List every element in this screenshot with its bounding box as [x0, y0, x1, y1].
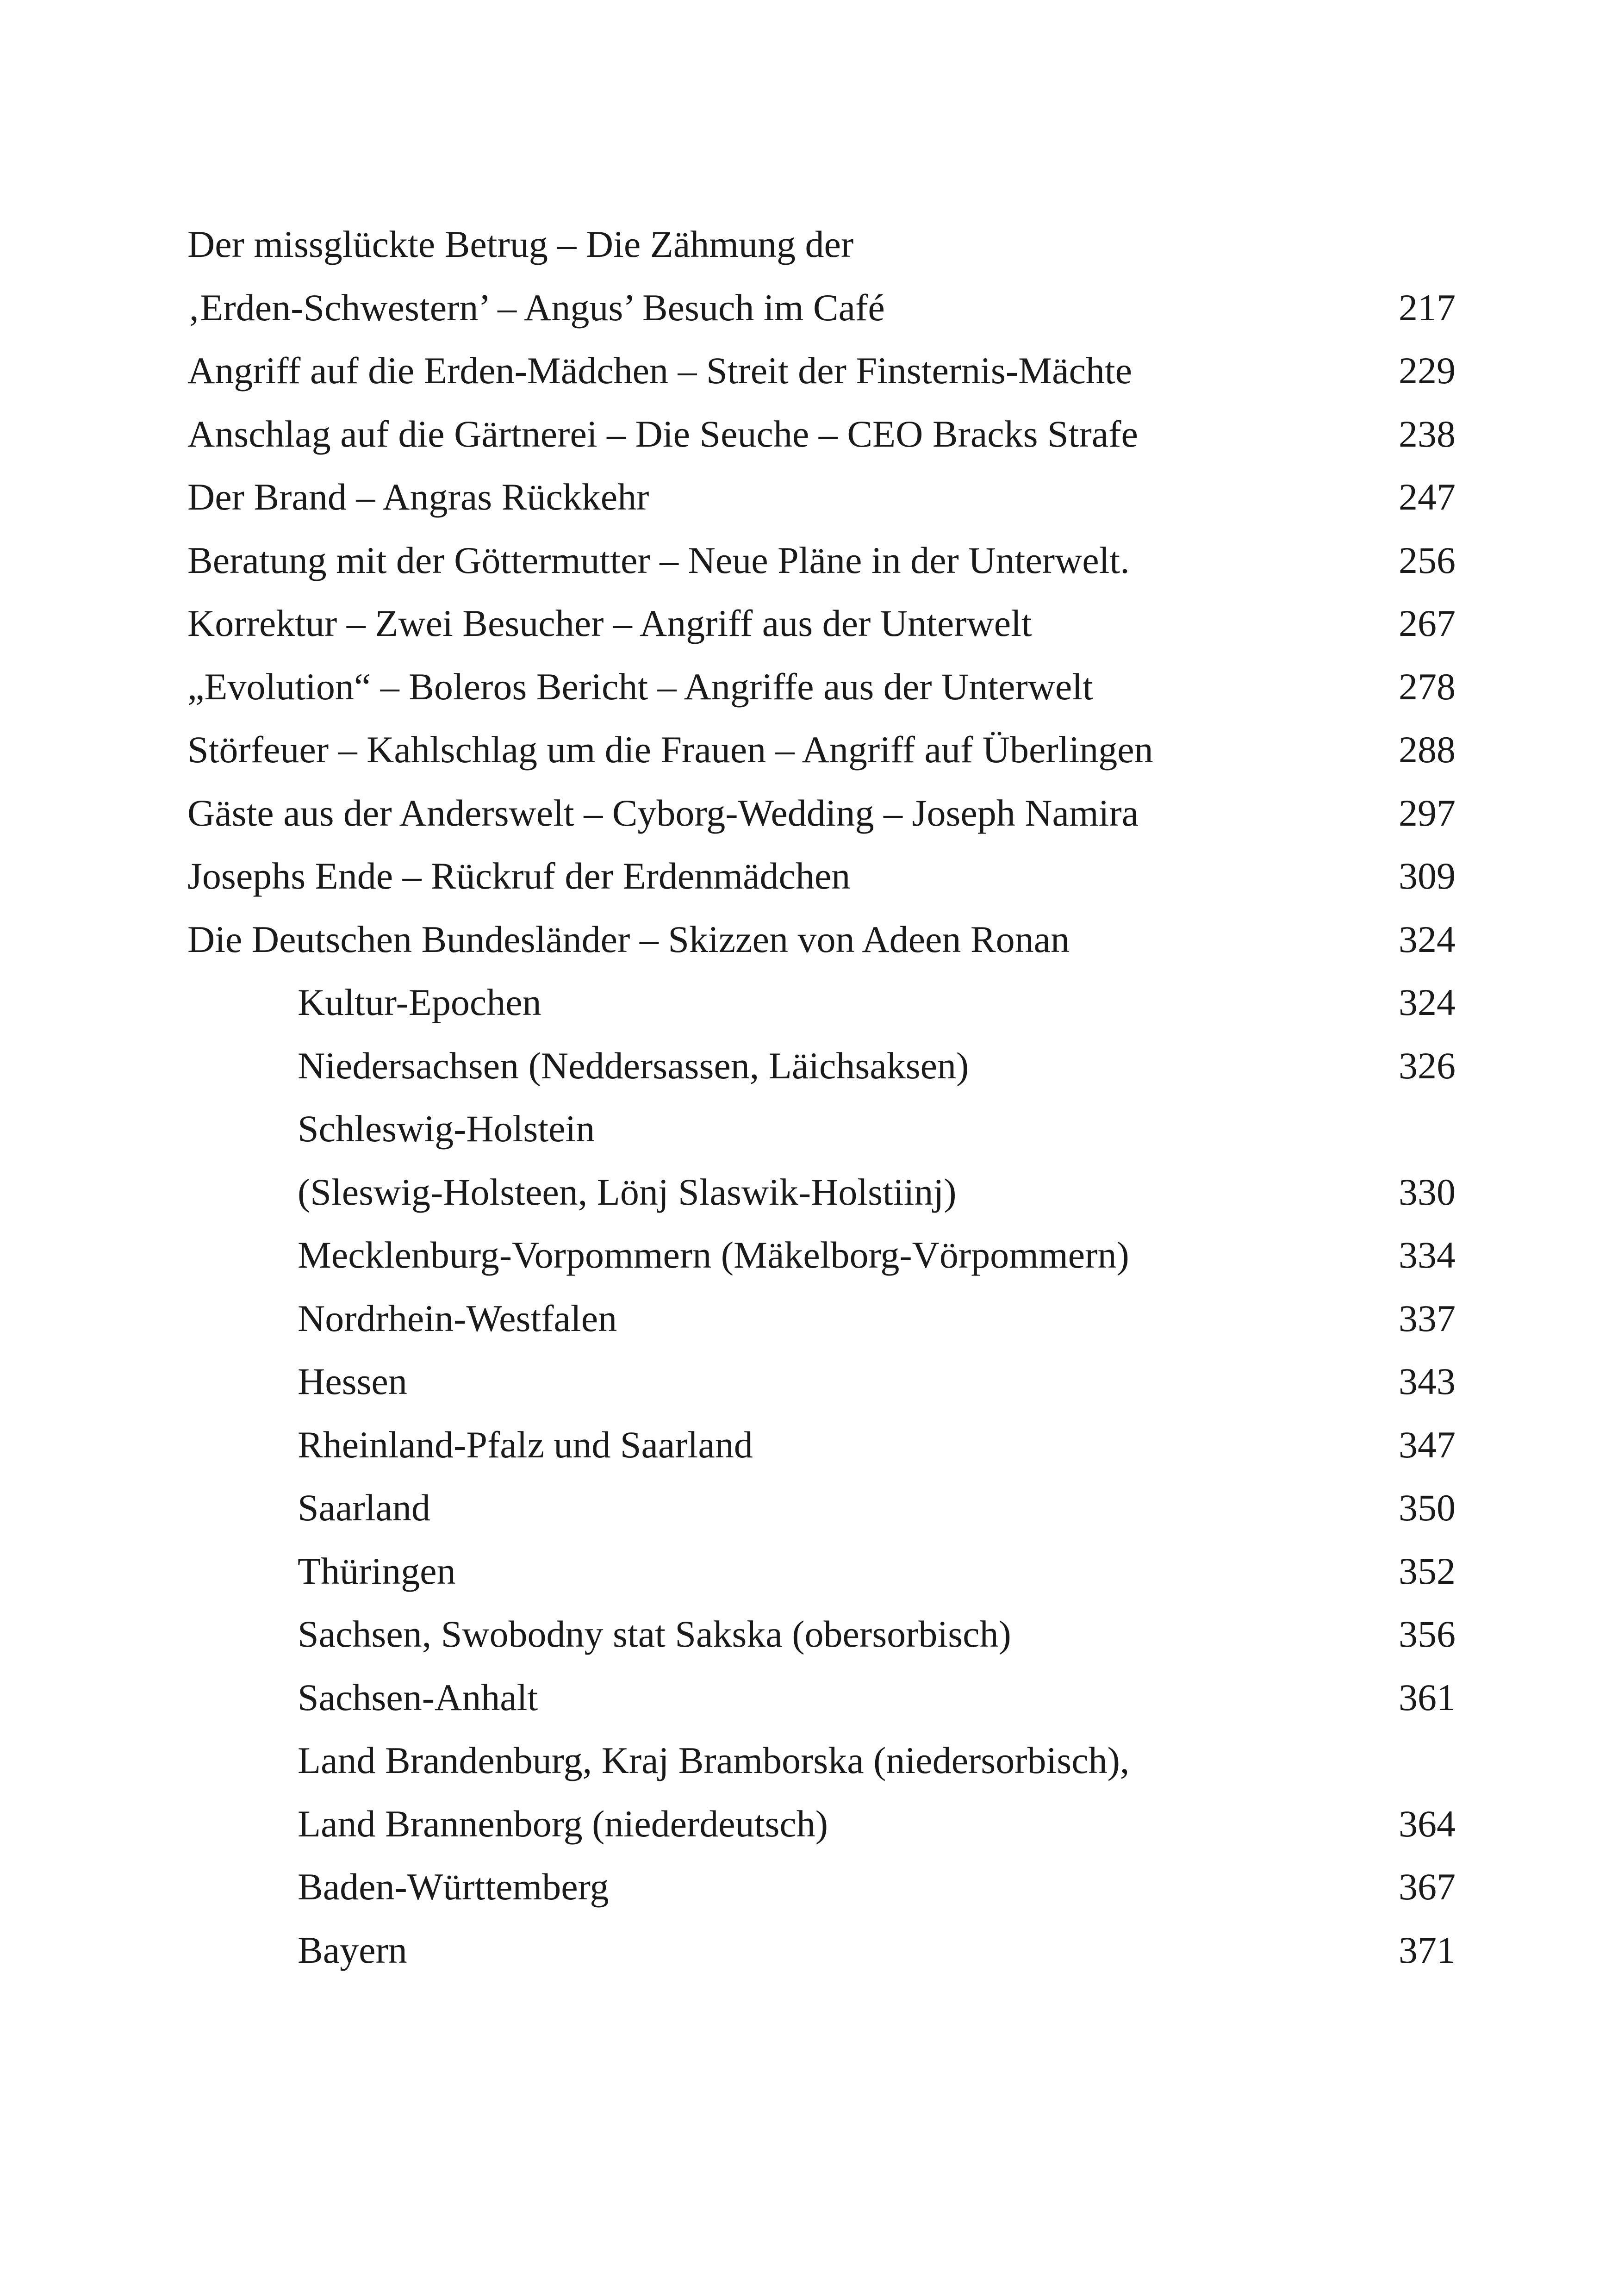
- toc-entry-title: Gäste aus der Anderswelt – Cyborg-Wedding – Joseph Namira: [187, 791, 1139, 834]
- toc-entry-page-number: 352: [1399, 1549, 1456, 1592]
- toc-entry: [187, 971, 1456, 1034]
- toc-entry-title: Land Brandenburg, Kraj Bramborska (niedersorbisch),: [298, 1739, 1130, 1781]
- table-of-contents: [187, 213, 1456, 1982]
- toc-entry-page-number: 337: [1399, 1297, 1456, 1339]
- toc-entry-page-number: 334: [1399, 1234, 1456, 1276]
- toc-entry: [187, 1161, 1456, 1224]
- toc-entry-page-number: 267: [1399, 602, 1456, 644]
- toc-entry: [187, 276, 1456, 340]
- toc-entry: [187, 1603, 1456, 1666]
- toc-entry-title: Nordrhein-Westfalen: [298, 1297, 617, 1339]
- toc-entry: [187, 1476, 1456, 1540]
- toc-entry-page-number: 238: [1399, 412, 1456, 455]
- toc-entry-title: Sachsen-Anhalt: [298, 1676, 538, 1718]
- toc-entry-title: Rheinland-Pfalz und Saarland: [298, 1423, 753, 1466]
- toc-entry: [187, 213, 1456, 276]
- toc-entry-title: Die Deutschen Bundesländer – Skizzen von Adeen Ronan: [187, 918, 1070, 960]
- toc-entry-title: Baden-Württemberg: [298, 1866, 609, 1908]
- toc-entry: [187, 466, 1456, 529]
- toc-entry-page-number: 343: [1399, 1360, 1456, 1402]
- toc-entry-page-number: 247: [1399, 476, 1456, 518]
- toc-entry: [187, 1855, 1456, 1919]
- toc-entry-title: Thüringen: [298, 1549, 456, 1592]
- toc-entry: [187, 1224, 1456, 1287]
- toc-entry: [187, 718, 1456, 782]
- toc-entry-title: Sachsen, Swobodny stat Sakska (obersorbisch): [298, 1613, 1011, 1655]
- toc-entry: [187, 1540, 1456, 1603]
- toc-entry-page-number: 356: [1399, 1613, 1456, 1655]
- toc-entry-title: (Sleswig-Holsteen, Lönj Slaswik-Holstiinj): [298, 1170, 957, 1213]
- toc-entry: [187, 1792, 1456, 1856]
- toc-entry-title: Niedersachsen (Neddersassen, Läichsaksen): [298, 1044, 969, 1087]
- toc-entry-title: Beratung mit der Göttermutter – Neue Pläne in der Unterwelt.: [187, 539, 1130, 581]
- toc-entry: [187, 403, 1456, 466]
- toc-entry-title: Der missglückte Betrug – Die Zähmung der: [187, 223, 854, 265]
- toc-entry-title: Hessen: [298, 1360, 407, 1402]
- toc-entry-title: Angriff auf die Erden-Mädchen – Streit der Finsternis-Mächte: [187, 349, 1133, 392]
- toc-entry-page-number: 347: [1399, 1423, 1456, 1466]
- toc-entry-title: Land Brannenborg (niederdeutsch): [298, 1802, 828, 1845]
- toc-entry: [187, 1666, 1456, 1730]
- toc-entry-page-number: 217: [1399, 286, 1456, 329]
- toc-entry-page-number: 326: [1399, 1044, 1456, 1087]
- toc-entry-title: Anschlag auf die Gärtnerei – Die Seuche – CEO Bracks Strafe: [187, 412, 1138, 455]
- toc-entry: [187, 592, 1456, 655]
- toc-entry-page-number: 256: [1399, 539, 1456, 581]
- toc-entry-title: Mecklenburg-Vorpommern (Mäkelborg-Vörpommern): [298, 1234, 1129, 1276]
- toc-entry-page-number: 361: [1399, 1676, 1456, 1718]
- toc-entry: [187, 908, 1456, 971]
- toc-entry-page-number: 288: [1399, 728, 1456, 771]
- toc-entry-page-number: 371: [1399, 1929, 1456, 1971]
- toc-entry: [187, 1350, 1456, 1413]
- toc-entry: [187, 782, 1456, 845]
- toc-entry-page-number: 367: [1399, 1866, 1456, 1908]
- toc-entry-page-number: 364: [1399, 1802, 1456, 1845]
- toc-entry-page-number: 350: [1399, 1487, 1456, 1529]
- toc-entry: [187, 339, 1456, 403]
- toc-entry-page-number: 324: [1399, 981, 1456, 1023]
- toc-entry: [187, 529, 1456, 592]
- toc-entry-title: Der Brand – Angras Rückkehr: [187, 476, 649, 518]
- toc-entry-page-number: 324: [1399, 918, 1456, 960]
- toc-entry: [187, 1729, 1456, 1792]
- toc-entry: [187, 1287, 1456, 1350]
- toc-entry: [187, 655, 1456, 719]
- toc-entry-page-number: 309: [1399, 855, 1456, 897]
- toc-entry: [187, 1919, 1456, 1982]
- toc-entry-title: Störfeuer – Kahlschlag um die Frauen – Angriff auf Überlingen: [187, 728, 1153, 771]
- toc-entry: [187, 1097, 1456, 1161]
- toc-entry: [187, 845, 1456, 908]
- toc-entry: [187, 1034, 1456, 1098]
- toc-entry-title: ‚Erden-Schwestern’ – Angus’ Besuch im Café: [187, 286, 885, 329]
- toc-entry-title: Bayern: [298, 1929, 407, 1971]
- toc-entry-page-number: 229: [1399, 349, 1456, 392]
- toc-entry-title: „Evolution“ – Boleros Bericht – Angriffe aus der Unterwelt: [187, 665, 1093, 708]
- toc-entry-title: Saarland: [298, 1487, 430, 1529]
- toc-entry-title: Josephs Ende – Rückruf der Erdenmädchen: [187, 855, 851, 897]
- toc-entry-page-number: 278: [1399, 665, 1456, 708]
- toc-entry-title: Kultur-Epochen: [298, 981, 541, 1023]
- toc-entry-title: Schleswig-Holstein: [298, 1108, 595, 1150]
- toc-entry-page-number: 330: [1399, 1170, 1456, 1213]
- toc-entry: [187, 1413, 1456, 1477]
- toc-entry-title: Korrektur – Zwei Besucher – Angriff aus der Unterwelt: [187, 602, 1032, 644]
- toc-entry-page-number: 297: [1399, 791, 1456, 834]
